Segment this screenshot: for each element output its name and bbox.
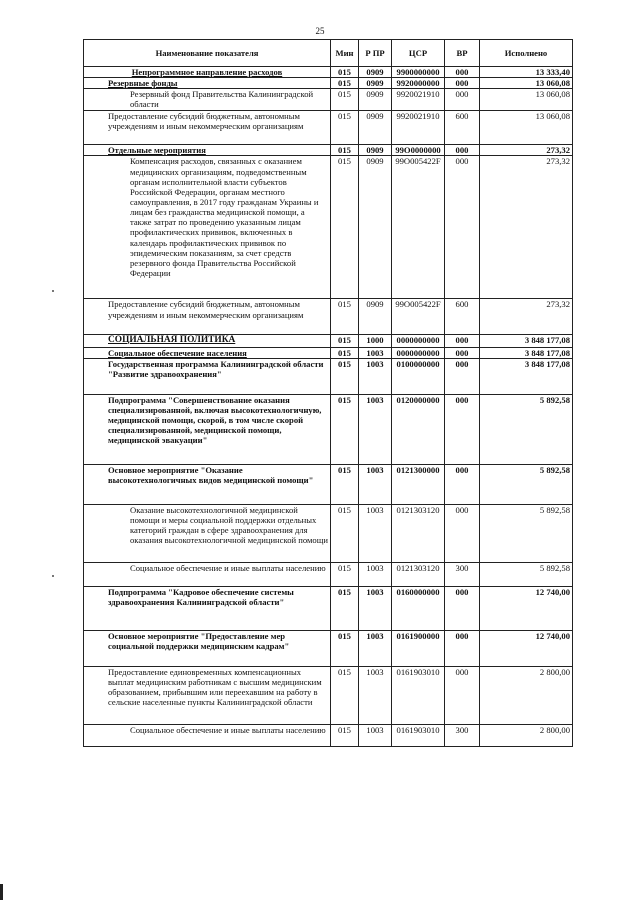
cell-csr: 9920021910 [392,89,445,111]
cell-vr: 000 [445,89,480,111]
table-row [84,347,573,358]
cell-vr: 300 [445,724,480,746]
cell-csr: 0000000000 [392,347,445,358]
cell-min: 015 [331,666,359,724]
cell-min: 015 [331,586,359,630]
cell-done: 13 060,08 [480,89,573,111]
cell-name: Социальное обеспечение и иные выплаты населению [84,562,331,586]
cell-csr: 0121300000 [392,464,445,504]
cell-rpr: 1003 [359,666,392,724]
cell-rpr: 0909 [359,299,392,335]
cell-min: 015 [331,67,359,78]
cell-csr: 99O005422F [392,156,445,299]
cell-csr: 99O005422F [392,299,445,335]
table-row [84,358,573,394]
cell-name: Подпрограмма "Совершенствование оказания специализированной, включая высокотехнологичную, медицинской помощи, скорой, в том числе скорой специализированной, медицинской помощи, медицинской эвакуации" [84,394,331,464]
header-rpr: Р ПР [359,40,392,67]
cell-rpr: 0909 [359,78,392,89]
table-row [84,78,573,89]
cell-rpr: 1003 [359,504,392,562]
cell-vr: 600 [445,299,480,335]
cell-rpr: 1003 [359,358,392,394]
cell-min: 015 [331,89,359,111]
cell-vr: 000 [445,666,480,724]
cell-name: Основное мероприятие "Предоставление мер социальной поддержки медицинским кадрам" [84,630,331,666]
cell-min: 015 [331,299,359,335]
cell-csr: 0000000000 [392,335,445,347]
cell-name: СОЦИАЛЬНАЯ ПОЛИТИКА [84,335,331,347]
table-row [84,464,573,504]
cell-name: Социальное обеспечение населения [84,347,331,358]
cell-rpr: 0909 [359,67,392,78]
table-row [84,67,573,78]
page-number: 25 [315,26,325,36]
cell-rpr: 0909 [359,145,392,156]
cell-vr: 000 [445,67,480,78]
cell-csr: 0161900000 [392,630,445,666]
cell-name: Предоставление субсидий бюджетным, автономным учреждениям и иным некоммерческим организациям [84,299,331,335]
table-row [84,89,573,111]
cell-vr: 000 [445,394,480,464]
cell-vr: 000 [445,504,480,562]
cell-min: 015 [331,358,359,394]
cell-csr: 0161903010 [392,666,445,724]
cell-csr: 0121303120 [392,504,445,562]
cell-vr: 000 [445,145,480,156]
cell-min: 015 [331,630,359,666]
cell-name: Компенсация расходов, связанных с оказанием медицинских организациям, подведомственным органам исполнительной власти субъектов Российской Федерации, органам местного самоуправления, в 2017 году гражданам Украины и лицам без гражданства медицинской помощи, а также затрат по проведению указанным лицам профилактических прививок, включенных в календарь профилактических прививок по эпидемическим показаниям, за счет средств резервного фонда Правительства Российской Федерации [84,156,331,299]
cell-done: 273,32 [480,156,573,299]
cell-done: 273,32 [480,299,573,335]
cell-done: 13 333,40 [480,67,573,78]
cell-rpr: 1003 [359,586,392,630]
cell-name: Государственная программа Калининградской области "Развитие здравоохранения" [84,358,331,394]
cell-done: 3 848 177,08 [480,358,573,394]
cell-min: 015 [331,464,359,504]
cell-name: Социальное обеспечение и иные выплаты населению [84,724,331,746]
cell-done: 13 060,08 [480,111,573,145]
cell-vr: 000 [445,630,480,666]
cell-vr: 000 [445,156,480,299]
cell-name: Резервные фонды [84,78,331,89]
cell-min: 015 [331,111,359,145]
cell-rpr: 1003 [359,630,392,666]
budget-execution-table [83,39,573,747]
scan-speck [52,290,54,292]
header-done: Исполнено [480,40,573,67]
cell-name: Предоставление субсидий бюджетным, автономным учреждениям и иным некоммерческим организациям [84,111,331,145]
cell-csr: 9900000000 [392,67,445,78]
cell-rpr: 1003 [359,464,392,504]
table-header-row [84,40,573,67]
cell-done: 5 892,58 [480,394,573,464]
cell-rpr: 0909 [359,89,392,111]
cell-done: 2 800,00 [480,666,573,724]
cell-done: 5 892,58 [480,464,573,504]
cell-vr: 600 [445,111,480,145]
cell-min: 015 [331,562,359,586]
cell-csr: 0160000000 [392,586,445,630]
cell-rpr: 0909 [359,111,392,145]
table-row [84,299,573,335]
scan-edge-mark [0,884,3,900]
cell-done: 5 892,58 [480,562,573,586]
table-row [84,562,573,586]
cell-name: Непрограммное направление расходов [84,67,331,78]
cell-done: 12 740,00 [480,630,573,666]
cell-csr: 0120000000 [392,394,445,464]
cell-name: Предоставление единовременных компенсационных выплат медицинским работникам с высшим медицинским образованием, прибывшим или переехавшим на работу в сельские населенные пункты Калининградской области [84,666,331,724]
cell-done: 3 848 177,08 [480,347,573,358]
table-row [84,111,573,145]
cell-vr: 000 [445,78,480,89]
header-vr: ВР [445,40,480,67]
cell-vr: 300 [445,562,480,586]
table-row [84,504,573,562]
cell-rpr: 1003 [359,394,392,464]
cell-done: 12 740,00 [480,586,573,630]
cell-vr: 000 [445,335,480,347]
cell-csr: 0161903010 [392,724,445,746]
cell-rpr: 1003 [359,562,392,586]
table-row [84,666,573,724]
cell-name: Резервный фонд Правительства Калининградской области [84,89,331,111]
cell-vr: 000 [445,464,480,504]
cell-min: 015 [331,145,359,156]
cell-rpr: 1003 [359,724,392,746]
cell-csr: 0121303120 [392,562,445,586]
cell-min: 015 [331,394,359,464]
cell-min: 015 [331,78,359,89]
cell-rpr: 1000 [359,335,392,347]
table-row [84,586,573,630]
cell-csr: 0100000000 [392,358,445,394]
cell-min: 015 [331,335,359,347]
cell-min: 015 [331,724,359,746]
header-csr: ЦСР [392,40,445,67]
cell-rpr: 1003 [359,347,392,358]
cell-vr: 000 [445,586,480,630]
table-row [84,630,573,666]
cell-done: 13 060,08 [480,78,573,89]
cell-done: 2 800,00 [480,724,573,746]
header-name: Наименование показателя [84,40,331,67]
cell-csr: 9920021910 [392,111,445,145]
cell-min: 015 [331,347,359,358]
cell-done: 5 892,58 [480,504,573,562]
table-row [84,394,573,464]
table-row [84,156,573,299]
cell-done: 3 848 177,08 [480,335,573,347]
table-row [84,724,573,746]
cell-name: Отдельные мероприятия [84,145,331,156]
table-row [84,145,573,156]
cell-name: Оказание высокотехнологичной медицинской помощи и меры социальной поддержки отдельных категорий граждан в сфере здравоохранения для оказания высокотехнологичной медицинской помощи [84,504,331,562]
cell-done: 273,32 [480,145,573,156]
cell-csr: 9920000000 [392,78,445,89]
cell-csr: 99O0000000 [392,145,445,156]
scan-speck [52,575,54,577]
cell-rpr: 0909 [359,156,392,299]
cell-name: Подпрограмма "Кадровое обеспечение системы здравоохранения Калининградской области" [84,586,331,630]
cell-vr: 000 [445,358,480,394]
header-min: Мин [331,40,359,67]
cell-min: 015 [331,504,359,562]
cell-min: 015 [331,156,359,299]
table-body [84,67,573,747]
cell-vr: 000 [445,347,480,358]
cell-name: Основное мероприятие "Оказание высокотехнологичных видов медицинской помощи" [84,464,331,504]
table-row [84,335,573,347]
